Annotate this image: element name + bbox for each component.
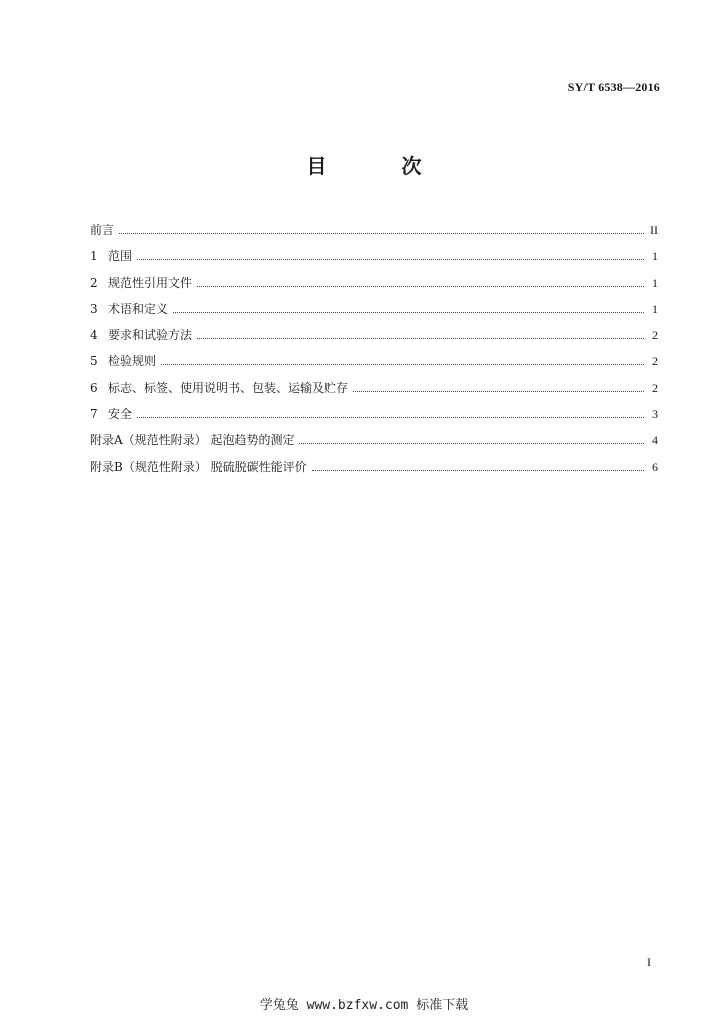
toc-leader-dots [137,258,644,260]
toc-leader-dots [161,363,644,365]
toc-entry-marking-packaging[interactable] [90,380,658,406]
toc-entry-preface[interactable] [90,222,658,248]
toc-entry-page: 4 [652,433,658,448]
standard-code: SY/T 6538—2016 [567,80,660,94]
toc-title: 目 次 [306,154,456,178]
toc-leader-dots [173,311,644,313]
toc-entry-label: 附录A（规范性附录） 起泡趋势的测定 [90,433,295,448]
toc-entry-page: II [650,223,658,237]
toc-leader-dots [197,285,644,287]
toc-entry-label: 前言 [90,223,115,237]
toc-entry-number: 7 [90,407,98,422]
toc-leader-dots [137,416,644,418]
toc-entry-inspection-rules[interactable] [90,353,658,379]
toc-entry-label: 范围 [108,249,133,264]
toc-entry-number: 4 [90,328,98,343]
toc-entry-terms-definitions[interactable] [90,301,658,327]
toc-entry-number: 2 [90,275,98,290]
toc-leader-dots [119,232,644,234]
toc-entry-page: 2 [652,328,658,343]
toc-leader-dots [299,442,644,444]
toc-entry-label: 要求和试验方法 [108,328,193,343]
toc-entry-page: 1 [652,249,658,264]
toc-entry-page: 1 [652,301,658,316]
toc-entry-page: 1 [652,275,658,290]
toc-entry-requirements-test-methods[interactable] [90,327,658,353]
toc-entry-label: 安全 [108,407,133,422]
toc-entry-appendix-b[interactable] [90,459,658,485]
table-of-contents [90,222,658,485]
toc-entry-page: 6 [652,459,658,474]
page-number: I [647,955,651,969]
toc-entry-label: 附录B（规范性附录） 脱硫脱碳性能评价 [90,459,307,474]
toc-entry-page: 3 [652,407,658,422]
footer-watermark-text: 学兔兔 www.bzfxw.com 标准下载 [259,998,469,1013]
toc-leader-dots [353,390,644,392]
toc-entry-page: 2 [652,354,658,369]
toc-entry-label: 术语和定义 [108,301,169,316]
toc-entry-appendix-a[interactable] [90,432,658,458]
toc-entry-label: 规范性引用文件 [108,275,193,290]
toc-entry-page: 2 [652,380,658,395]
toc-entry-number: 1 [90,249,98,264]
toc-entry-safety[interactable] [90,406,658,432]
toc-entry-label: 标志、标签、使用说明书、包装、运输及贮存 [108,380,349,395]
toc-entry-scope[interactable] [90,248,658,274]
toc-entry-number: 5 [90,354,98,369]
toc-entry-number: 3 [90,301,98,316]
toc-leader-dots [312,469,644,471]
toc-entry-normative-references[interactable] [90,275,658,301]
toc-entry-number: 6 [90,380,98,395]
toc-entry-label: 检验规则 [108,354,157,369]
toc-leader-dots [197,337,644,339]
